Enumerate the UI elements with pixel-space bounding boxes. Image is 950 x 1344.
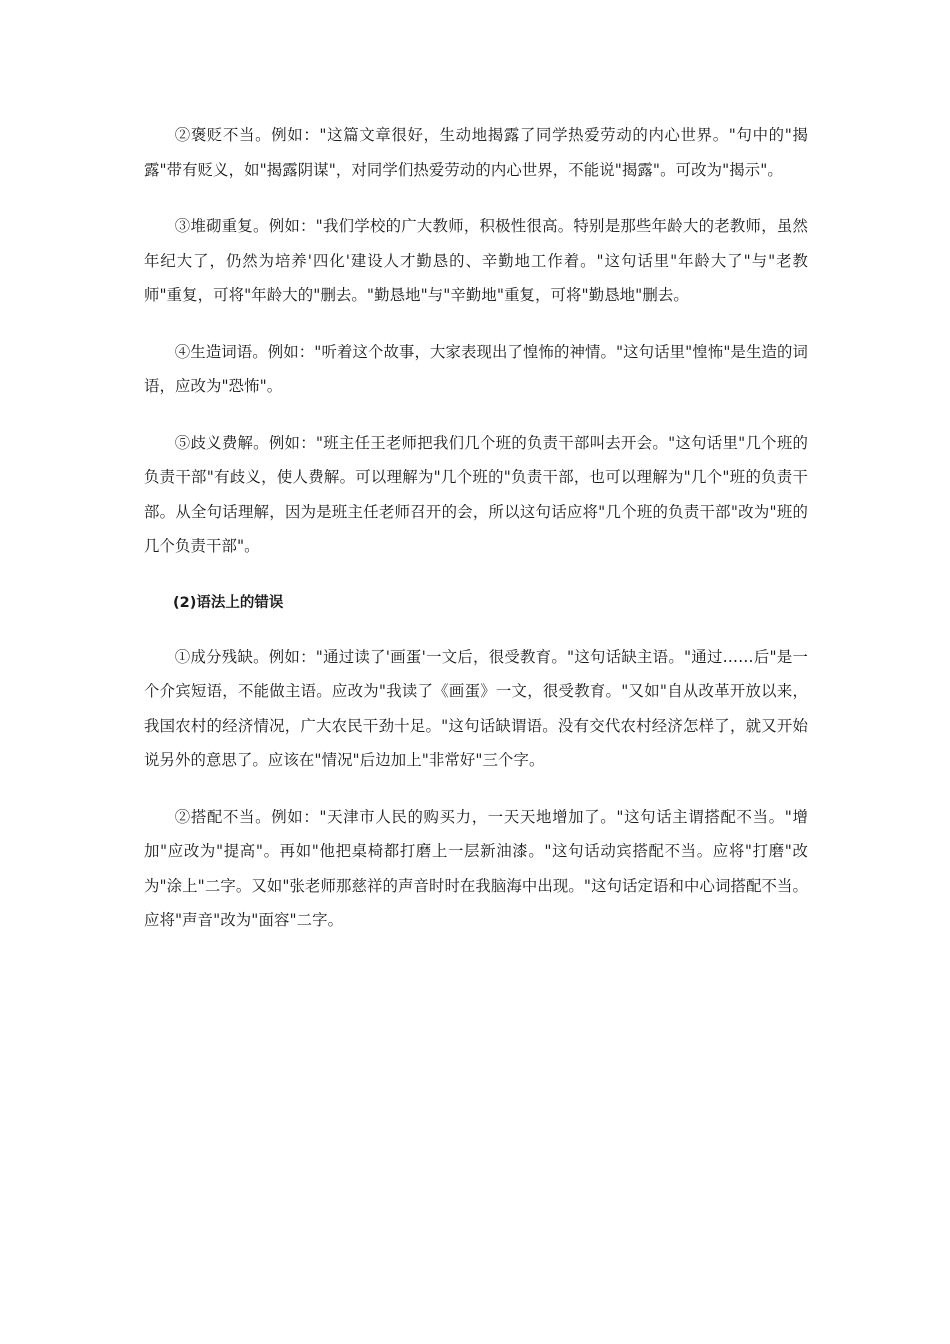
paragraph-praise-blame: ②褒贬不当。例如："这篇文章很好，生动地揭露了同学热爱劳动的内心世界。"句中的"揭露"带有贬义，如"揭露阴谋"，对同学们热爱劳动的内心世界，不能说"揭露"。可改为"揭示"。: [144, 126, 808, 179]
document-body: [144, 118, 808, 960]
paragraph-ambiguity: ⑤歧义费解。例如："班主任王老师把我们几个班的负责干部叫去开会。"这句话里"几个班的负责干部"有歧义，使人费解。可以理解为"几个班的"负责干部，也可以理解为"几个"班的负责干部。从全句话理解，因为是班主任老师召开的会，所以这句话应将"几个班的负责干部"改为"班的几个负责干部"。: [144, 433, 808, 555]
paragraph-redundancy: ③堆砌重复。例如："我们学校的广大教师，积极性很高。特别是那些年龄大的老教师，虽然年纪大了，仍然为培养'四化'建设人才勤恳的、辛勤地工作着。"这句话里"年龄大了"与"老教师"重复，可将"年龄大的"删去。"勤恳地"与"辛勤地"重复，可将"勤恳地"删去。: [144, 217, 808, 304]
paragraph-coined-words: ④生造词语。例如："听着这个故事，大家表现出了惶怖的神情。"这句话里"惶怖"是生造的词语，应改为"恐怖"。: [144, 342, 808, 395]
paragraph-mismatch: ②搭配不当。例如："天津市人民的购买力，一天天地增加了。"这句话主谓搭配不当。"增加"应改为"提高"。再如"他把桌椅都打磨上一层新油漆。"这句话动宾搭配不当。应将"打磨"改为"涂上"二字。又如"张老师那慈祥的声音时时在我脑海中出现。"这句话定语和中心词搭配不当。应将"声音"改为"面容"二字。: [144, 807, 808, 929]
section-heading: (2)语法上的错误: [173, 594, 284, 611]
paragraph-missing-components: ①成分残缺。例如："通过读了'画蛋'一文后，很受教育。"这句话缺主语。"通过……后"是一个介宾短语，不能做主语。应改为"我读了《画蛋》一文，很受教育。"又如"自从改革开放以来，我国农村的经济情况，广大农民干劲十足。"这句话缺谓语。没有交代农村经济怎样了，就又开始说另外的意思了。应该在"情况"后边加上"非常好"三个字。: [144, 647, 808, 769]
